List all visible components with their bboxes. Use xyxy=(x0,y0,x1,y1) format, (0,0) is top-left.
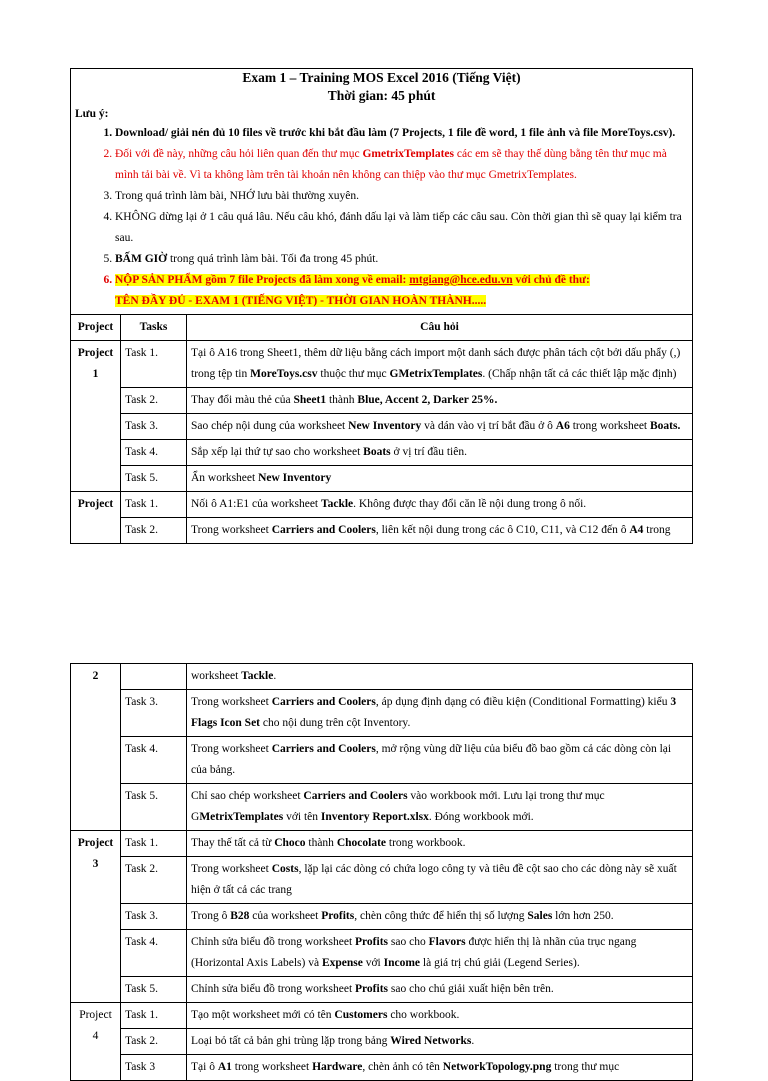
task-label: Task 3. xyxy=(121,690,187,737)
q-bold: Sales xyxy=(527,910,553,922)
project-1-label xyxy=(71,341,121,492)
q-bold: Expense xyxy=(321,957,363,969)
table-row xyxy=(71,466,693,492)
q-text: Ẩn worksheet xyxy=(191,472,259,484)
task-label: Task 1. xyxy=(121,831,187,857)
note-6-text-a: NỘP SẢN PHẨM gồm 7 file Projects đã làm xong về email: xyxy=(115,274,410,286)
q-text: trong thư mục xyxy=(551,1061,620,1073)
q-text: thuộc thư mục xyxy=(317,368,390,380)
note-4-text: KHÔNG dừng lại ở 1 câu quá lâu. Nếu câu khó, đánh dấu lại và làm tiếp các câu sau. Còn thời gian thì sẽ quay lại kiểm tra sau. xyxy=(115,211,682,244)
note-2-text-c: các em sẽ thay thế dùng bằng tên thư mục mà mình tải bài về. Vì ta không làm trên tài khoản nên không can thiệp vào thư mục GmetrixTemplates. xyxy=(115,148,667,181)
table-row xyxy=(71,518,693,544)
task-question xyxy=(187,388,693,414)
task-question xyxy=(187,930,693,977)
note-5-text: trong quá trình làm bài. Tối đa trong 45 phút. xyxy=(167,253,379,265)
table-row xyxy=(71,904,693,930)
q-bold: Choco xyxy=(274,837,306,849)
note-5-bold: BẤM GIỜ xyxy=(115,253,168,265)
q-text: Trong ô xyxy=(191,910,231,922)
notes-list xyxy=(75,123,688,312)
q-bold: Boats xyxy=(363,446,391,458)
project-4-label-a: Project xyxy=(79,1009,112,1021)
project-3-label xyxy=(71,831,121,1003)
q-bold: Income xyxy=(383,957,421,969)
q-bold: Wired Networks xyxy=(390,1035,472,1047)
task-label: Task 3. xyxy=(121,904,187,930)
q-text: Tại ô A16 trong Sheet1, thêm dữ liệu bằng cách import một danh sách được phân tách cột bởi dấu phẩy (,) trong tệp tin xyxy=(191,347,681,380)
task-label: Task 4. xyxy=(121,737,187,784)
task-question xyxy=(187,341,693,388)
q-text: thành xyxy=(326,394,358,406)
q-text: . (Chấp nhận tất cả các thiết lập mặc định) xyxy=(482,368,677,380)
q-text: và dán vào vị trí bắt đầu ở ô xyxy=(421,420,556,432)
note-1-text: Download/ giải nén đủ 10 files về trước khi bắt đầu làm (7 Projects, 1 file đề word, 1 file ảnh và file MoreToys.csv). xyxy=(115,127,676,139)
table-row xyxy=(71,664,693,690)
task-label: Task 2. xyxy=(121,1029,187,1055)
q-text: worksheet xyxy=(191,670,242,682)
note-2-folder: GmetrixTemplates xyxy=(362,148,454,160)
task-label: Task 2. xyxy=(121,388,187,414)
q-bold: Carriers and Coolers xyxy=(271,696,376,708)
q-bold: B28 xyxy=(230,910,250,922)
q-text: , chèn công thức để hiển thị số lượng xyxy=(354,910,528,922)
q-text: Chỉnh sửa biểu đồ trong worksheet xyxy=(191,983,356,995)
q-text: , liên kết nội dung trong các ô C10, C11, và C12 đến ô xyxy=(375,524,630,536)
note-3-text: Trong quá trình làm bài, NHỚ lưu bài thường xuyên. xyxy=(115,190,359,202)
q-bold: Profits xyxy=(355,936,389,948)
note-6-text-c: với chủ đề thư: xyxy=(512,274,590,286)
q-bold: Customers xyxy=(334,1009,388,1021)
q-text: Trong worksheet xyxy=(191,743,272,755)
task-label: Task 4. xyxy=(121,930,187,977)
task-question xyxy=(187,440,693,466)
project-4-label xyxy=(71,1003,121,1081)
table-row xyxy=(71,690,693,737)
project-1-label-b: 1 xyxy=(92,368,99,380)
table-row xyxy=(71,414,693,440)
q-text: với xyxy=(362,957,384,969)
task-label: Task 3. xyxy=(121,414,187,440)
table-row xyxy=(71,388,693,414)
col-header-project: Project xyxy=(71,315,121,341)
q-text: cho nội dung trên cột Inventory. xyxy=(260,717,411,729)
project-3-label-a: Project xyxy=(77,837,114,849)
q-bold: Chocolate xyxy=(336,837,386,849)
q-text: sao cho xyxy=(388,936,429,948)
q-text: ở vị trí đầu tiên. xyxy=(390,446,467,458)
q-bold: Profits xyxy=(355,983,389,995)
task-question xyxy=(187,492,693,518)
q-bold: A4 xyxy=(629,524,644,536)
task-label: Task 5. xyxy=(121,784,187,831)
table-row xyxy=(71,977,693,1003)
q-text: của worksheet xyxy=(249,910,322,922)
task-label: Task 4. xyxy=(121,440,187,466)
q-text: trong worksheet xyxy=(231,1061,313,1073)
submission-email-link[interactable]: mtgiang@hce.edu.vn xyxy=(409,274,513,286)
note-item-2 xyxy=(115,144,688,186)
q-text: cho workbook. xyxy=(387,1009,460,1021)
q-text: Chỉnh sửa biểu đồ trong worksheet xyxy=(191,936,356,948)
column-header-row xyxy=(71,315,693,341)
task-label: Task 1. xyxy=(121,492,187,518)
note-item-3 xyxy=(115,186,688,207)
q-bold: Boats. xyxy=(650,420,681,432)
q-text: Tạo một worksheet mới có tên xyxy=(191,1009,335,1021)
q-text: trong workbook. xyxy=(386,837,466,849)
q-bold: Inventory Report.xlsx xyxy=(320,811,429,823)
table-row xyxy=(71,737,693,784)
note-item-6 xyxy=(115,270,688,312)
task-label-continued xyxy=(121,664,187,690)
task-question xyxy=(187,690,693,737)
exam-table-page-2 xyxy=(70,663,693,1081)
exam-title: Exam 1 – Training MOS Excel 2016 (Tiếng Việt) xyxy=(242,70,521,85)
q-bold: Carriers and Coolers xyxy=(271,743,376,755)
task-question xyxy=(187,1055,693,1081)
q-text: trong xyxy=(643,524,671,536)
task-question xyxy=(187,664,693,690)
q-text: . xyxy=(273,670,277,682)
q-text: . Không được thay đổi căn lề nội dung trong ô nối. xyxy=(353,498,587,510)
q-bold: 3 Flags Icon Set xyxy=(191,696,677,729)
table-row xyxy=(71,1055,693,1081)
q-text: Nối ô A1:E1 của worksheet xyxy=(191,498,321,510)
q-bold: A6 xyxy=(555,420,570,432)
q-bold: Hardware xyxy=(312,1061,363,1073)
q-text: lớn hơn 250. xyxy=(552,910,614,922)
task-label: Task 5. xyxy=(121,466,187,492)
task-label: Task 2. xyxy=(121,518,187,544)
q-bold: A1 xyxy=(217,1061,232,1073)
header-row xyxy=(71,69,693,315)
q-text: , chèn ảnh có tên xyxy=(362,1061,443,1073)
q-bold: Profits xyxy=(321,910,355,922)
task-question xyxy=(187,977,693,1003)
table-row xyxy=(71,1029,693,1055)
q-text: . xyxy=(471,1035,475,1047)
q-text: , áp dụng định dạng có điều kiện (Conditional Formatting) kiểu xyxy=(375,696,671,708)
table-row xyxy=(71,930,693,977)
project-2-label-bottom: 2 xyxy=(71,664,121,831)
q-bold: Blue, Accent 2, Darker 25%. xyxy=(357,394,498,406)
q-text: Chỉ sao chép worksheet xyxy=(191,790,304,802)
task-label: Task 2. xyxy=(121,857,187,904)
q-text: Thay đổi màu thẻ của xyxy=(191,394,294,406)
q-bold: Tackle xyxy=(321,498,354,510)
project-2-label-top: Project xyxy=(71,492,121,544)
q-bold: MetrixTemplates xyxy=(199,811,284,823)
q-bold: GMetrixTemplates xyxy=(389,368,483,380)
q-text: Trong worksheet xyxy=(191,524,272,536)
project-3-label-b: 3 xyxy=(92,858,99,870)
table-row xyxy=(71,1003,693,1029)
q-bold: MoreToys.csv xyxy=(250,368,318,380)
q-bold: Tackle xyxy=(241,670,274,682)
q-bold: Sheet1 xyxy=(293,394,327,406)
q-text: , mở rộng vùng dữ liệu của biểu đồ bao gồm cả các dòng còn lại của bảng. xyxy=(191,743,672,776)
table-row xyxy=(71,341,693,388)
note-item-5 xyxy=(115,249,688,270)
task-question xyxy=(187,904,693,930)
header-cell xyxy=(71,69,693,315)
q-text: thành xyxy=(305,837,337,849)
exam-duration: Thời gian: 45 phút xyxy=(327,88,436,103)
q-bold: Carriers and Coolers xyxy=(303,790,408,802)
notes-label: Lưu ý: xyxy=(75,108,109,120)
task-label: Task 3 xyxy=(121,1055,187,1081)
task-question xyxy=(187,831,693,857)
q-bold: Costs xyxy=(271,863,299,875)
q-text: vào workbook mới. Lưu lại trong thư mục G xyxy=(191,790,605,823)
task-question xyxy=(187,414,693,440)
q-text: là giá trị chú giải (Legend Series). xyxy=(420,957,580,969)
q-text: Tại ô xyxy=(191,1061,218,1073)
col-header-question: Câu hỏi xyxy=(187,315,693,341)
task-question xyxy=(187,784,693,831)
col-header-tasks: Tasks xyxy=(121,315,187,341)
table-row xyxy=(71,784,693,831)
task-label: Task 1. xyxy=(121,341,187,388)
q-text: . Đóng workbook mới. xyxy=(428,811,534,823)
q-text: trong worksheet xyxy=(569,420,650,432)
q-bold: New Inventory xyxy=(348,420,422,432)
q-text: Sắp xếp lại thứ tự sao cho worksheet xyxy=(191,446,364,458)
task-label: Task 1. xyxy=(121,1003,187,1029)
project-1-label-a: Project xyxy=(77,347,114,359)
q-text: Trong worksheet xyxy=(191,863,272,875)
q-text: Loại bỏ tất cả bản ghi trùng lặp trong bảng xyxy=(191,1035,391,1047)
note-item-4 xyxy=(115,207,688,249)
task-question xyxy=(187,466,693,492)
note-item-1 xyxy=(115,123,688,144)
table-row xyxy=(71,492,693,518)
q-text: , lặp lại các dòng có chứa logo công ty và tiêu đề cột sao cho các dòng này sẽ xuất hiện ở tất cả các trang xyxy=(191,863,677,896)
q-text: Sao chép nội dung của worksheet xyxy=(191,420,349,432)
q-bold: New Inventory xyxy=(258,472,332,484)
table-row xyxy=(71,440,693,466)
table-row xyxy=(71,831,693,857)
q-bold: Carriers and Coolers xyxy=(271,524,376,536)
q-text: Trong worksheet xyxy=(191,696,272,708)
exam-table-page-1 xyxy=(70,68,693,544)
table-row xyxy=(71,857,693,904)
q-bold: NetworkTopology.png xyxy=(442,1061,552,1073)
task-question xyxy=(187,857,693,904)
q-text: được hiển thị là nhãn của trục ngang (Horizontal Axis Labels) và xyxy=(191,936,637,969)
q-text: Thay thế tất cả từ xyxy=(191,837,275,849)
task-question xyxy=(187,737,693,784)
task-label: Task 5. xyxy=(121,977,187,1003)
project-4-label-b: 4 xyxy=(92,1030,99,1042)
q-text: với tên xyxy=(283,811,321,823)
note-2-text-a: Đối với đề này, những câu hỏi liên quan đến thư mục xyxy=(115,148,363,160)
task-question xyxy=(187,1003,693,1029)
note-6-subject: TÊN ĐẦY ĐỦ - EXAM 1 (TIẾNG VIỆT) - THỜI GIAN HOÀN THÀNH..... xyxy=(115,295,487,307)
q-text: sao cho chú giải xuất hiện bên trên. xyxy=(388,983,554,995)
q-bold: Flavors xyxy=(428,936,466,948)
task-question xyxy=(187,518,693,544)
task-question xyxy=(187,1029,693,1055)
